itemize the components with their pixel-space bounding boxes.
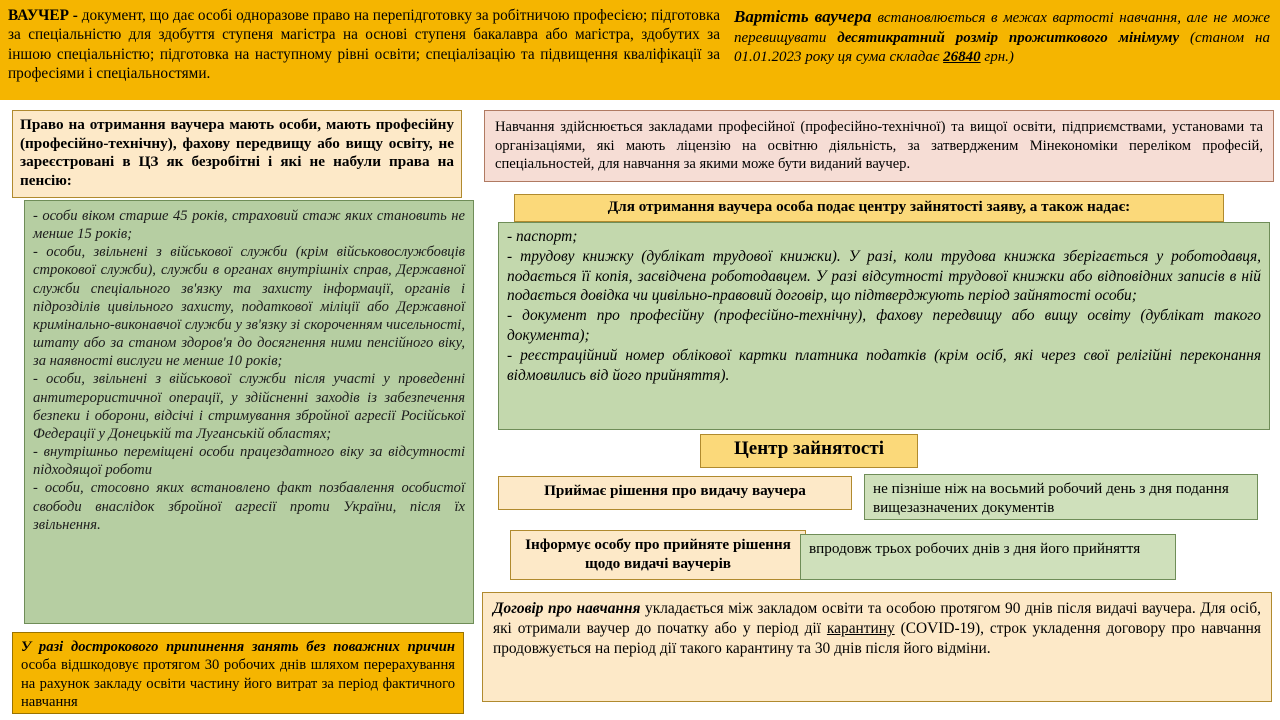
employment-center-title-box [700,434,918,468]
voucher-cost-text-3: грн.) [980,49,1014,65]
application-documents-box [498,222,1270,430]
quarantine-term: карантину [826,620,895,638]
penalty-text: особа відшкодовує протягом 30 робочих днів шляхом перерахування на рахунок закладу освіти частину його витрат за період фактичного навчання [21,657,455,711]
decision-label-box [498,476,852,510]
inform-term: впродовж трьох робочих днів з дня його прийняття [809,540,1141,557]
voucher-definition-block [0,0,728,100]
voucher-cost-text-1: встановлюється в межах вартості навчання, але не може перевищувати [734,10,1270,46]
training-providers-text: Навчання здійснюється закладами професійної (професійно-технічної) та вищої освіти, підприємствами, установами та організаціями, які мають ліцензію на освітню діяльність, за затвердженим Мінекономіки переліком професій, спеціальностей, для навчання за якими може бути виданий ваучер. [495,119,1263,173]
training-contract-box [482,592,1272,702]
list-item: - реєстраційний номер облікової картки платника податків (крім осіб, які через свої релігійні переконання відмовились від його прийняття). [507,346,1261,384]
inform-term-box [800,534,1176,580]
voucher-cost-text-2: (станом на 01.01.2023 року ця сума складає [734,29,1270,65]
application-title-box [514,194,1224,222]
contract-title: Договір про навчання [493,600,646,617]
voucher-cost-title: Вартість ваучера [734,7,878,26]
voucher-cost-limit: десятикратний розмір прожиткового мінімуму [837,29,1191,46]
list-item: - внутрішньо переміщені особи працездатного віку за відсутності підходящої роботи [33,444,465,479]
list-item: - документ про професійну (професійно-технічну), фахову передвищу або вищу освіту (дублікат такого документа); [507,307,1261,344]
application-title: Для отримання ваучера особа подає центру зайнятості заяву, а також надає: [607,198,1131,215]
list-item: - трудову книжку (дублікат трудової книжки). У разі, коли трудова книжка зберігається у роботодавця, подається її копія, засвідчена роботодавцем. У разі відсутності трудової книжки або відповідних записів в ній подається довідка чи цивільно-правовий договір, що підтверджують період зайнятості особи; [507,247,1261,305]
penalty-box [12,632,464,714]
list-item: - паспорт; [507,228,578,245]
inform-label-box [510,530,806,580]
decision-term-box [864,474,1258,520]
decision-label: Приймає рішення про видачу ваучера [544,482,806,499]
inform-label: Інформує особу про прийняте рішення щодо видачі ваучерів [525,536,791,572]
decision-term: не пізніше ніж на восьмий робочий день з дня подання вищезазначених документів [873,480,1229,516]
list-item: - особи, звільнені з військової служби після участі у проведенні антитерористичної операції, у здійсненні заходів із забезпечення безпеки і оборони, відсічі і стримування збройної агресії Російської Федерації у Донецькій та Луганській областях; [33,371,465,442]
list-item: - особи, стосовно яких встановлено факт позбавлення особистої свободи внаслідок збройної агресії проти України, після їх звільнення. [33,480,465,533]
voucher-cost-amount: 26840 [943,49,981,65]
penalty-title: У разі дострокового припинення занять без поважних причин [21,639,455,655]
list-item: - особи віком старше 45 років, страховий стаж яких становить не менше 15 років; [33,208,465,243]
contract-text-2: (COVID-19), строк укладення договору про навчання продовжується на період дії такого карантину та 30 днів після його відміни. [493,620,1261,658]
voucher-definition-band [0,0,1280,100]
voucher-cost-block [728,0,1280,100]
list-item: - особи, звільнені з військової служби (крім військовослужбовців строкової служби), служби в органах внутрішніх справ, Державної служби спеціального зв'язку та захисту інформації, органів і підрозділів цивільного захисту, податкової міліції або Державної кримінально-виконавчої служби у зв'язку зі скороченням чисельності, штату або за станом здоров'я до досягнення ними пенсійного віку, за наявності вислуги не менше 10 років; [33,244,465,370]
training-providers-box [484,110,1274,182]
voucher-term-label: ВАУЧЕР - [8,7,82,24]
contract-text-1: укладається між закладом освіти та особою протягом 90 днів після видачі ваучера. Для осіб, які отримали ваучер до початку або у період дії [493,600,1261,638]
employment-center-title: Центр зайнятості [734,438,884,459]
eligibility-title: Право на отримання ваучера мають особи, мають професійну (професійно-технічну), фахову передвищу або вищу освіту, не зареєстровані в ЦЗ як безробітні і які не набули права на пенсію: [20,116,454,189]
voucher-definition-text: документ, що дає особі одноразове право на перепідготовку за робітничою професією; підготовка за спеціальністю для здобуття ступеня магістра на основі ступеня бакалавра або магістра, здобутих за іншою спеціальністю; підготовка на наступному рівні освіти; спеціалізацію та підвищення кваліфікації за професіями і спеціальностями. [8,7,721,83]
eligibility-list-box [24,200,474,624]
eligibility-title-box [12,110,462,198]
